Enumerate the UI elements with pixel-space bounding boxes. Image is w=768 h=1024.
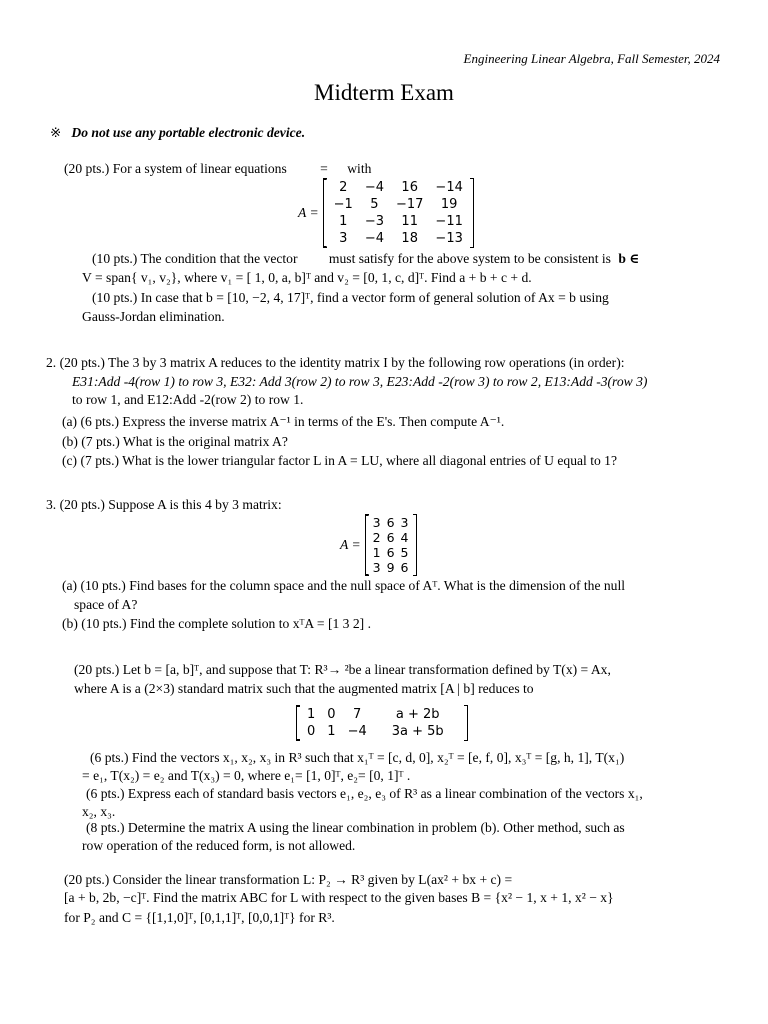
q1-a-text3: b ∈ — [618, 251, 640, 266]
warning-line — [50, 125, 305, 141]
q1-intro-with: with — [347, 161, 372, 176]
q1-part-b-line1: (10 pts.) In case that b = [10, −2, 4, 17]ᵀ, find a vector form of general solution of Ax = b using — [92, 290, 609, 305]
q1-matrix-cell-2-3: −11 — [435, 214, 463, 229]
q4-matrix-cell-1-3: 3a + 5b — [391, 724, 444, 739]
q5-line3: for P₂ and C = {[1,1,0]ᵀ, [0,1,1]ᵀ, [0,0,1]ᵀ} for R³. — [64, 910, 335, 925]
q3-matrix-body — [365, 515, 417, 575]
q3-matrix-cell-2-2: 5 — [400, 545, 409, 560]
q3-matrix-cell-1-0: 2 — [372, 530, 381, 545]
q4-matrix-cell-0-1: 0 — [327, 707, 336, 722]
q1-intro-eq: = — [320, 161, 328, 176]
q4-matrix-cell-0-0: 1 — [307, 707, 316, 722]
q1-matrix-cell-2-0: 1 — [339, 214, 348, 229]
q1-matrix-bracket-tl — [323, 178, 327, 179]
q1-matrix-cell-3-1: −4 — [364, 231, 384, 246]
q1-matrix-cell-0-0: 2 — [339, 180, 348, 195]
q1-matrix-cell-2-1: −3 — [364, 214, 384, 229]
q2-line1: 2. (20 pts.) The 3 by 3 matrix A reduces to the identity matrix I by the following row operations (in order): — [46, 355, 625, 370]
q1-matrix-cell-1-3: 19 — [440, 197, 458, 212]
q4-part-b-line1: (6 pts.) Express each of standard basis vectors e₁, e₂, e₃ of R³ as a linear combination of the vectors x₁, — [86, 786, 643, 801]
q4-matrix-bracket-br — [464, 740, 468, 741]
q3-matrix-cell-1-2: 4 — [400, 530, 409, 545]
q3-matrix-cell-1-1: 6 — [386, 530, 395, 545]
q1-matrix-cell-3-0: 3 — [339, 231, 348, 246]
q3-matrix-cell-3-2: 6 — [400, 560, 409, 575]
q1-matrix-cell-0-3: −14 — [435, 180, 463, 195]
q4-matrix-cell-1-1: 1 — [327, 724, 336, 739]
q1-a-text2: must satisfy for the above system to be consistent is — [328, 251, 611, 266]
q3-matrix-cell-2-1: 6 — [386, 545, 395, 560]
q2-part-c: (c) (7 pts.) What is the lower triangular factor L in A = LU, where all diagonal entries of U equal to 1? — [62, 453, 618, 468]
q3-matrix-bracket-tl — [365, 514, 369, 515]
q4-matrix-body — [296, 706, 468, 740]
q1-matrix-cell-0-1: −4 — [364, 180, 384, 195]
q3-matrix-cell-0-0: 3 — [372, 515, 381, 530]
q1-part-a-line1 — [92, 251, 639, 267]
q1-matrix-body — [323, 179, 474, 247]
q3-line1: 3. (20 pts.) Suppose A is this 4 by 3 matrix: — [46, 497, 282, 512]
q1-part-a-line2: V = span{ v₁, v₂}, where v₁ = [ 1, 0, a, b]ᵀ and v₂ = [0, 1, c, d]ᵀ. Find a + b + c + d. — [82, 270, 532, 285]
q2-part-a: (a) (6 pts.) Express the inverse matrix A⁻¹ in terms of the E's. Then compute A⁻¹. — [62, 414, 505, 429]
q3-part-b: (b) (10 pts.) Find the complete solution to xᵀA = [1 3 2] . — [62, 616, 371, 631]
warning-text: Do not use any portable electronic device. — [71, 125, 306, 140]
q3-matrix-cell-3-0: 3 — [372, 560, 381, 575]
q1-matrix-cell-3-2: 18 — [401, 231, 418, 246]
q3-matrix-bracket-br — [413, 575, 417, 576]
q5-line2: [a + b, 2b, −c]ᵀ. Find the matrix ABC for L with respect to the given bases B = {x² − 1, x + 1, x² − x} — [64, 890, 614, 905]
q4-matrix-cell-1-2: −4 — [347, 724, 367, 739]
q3-matrix-cell-0-1: 6 — [386, 515, 395, 530]
q1-matrix-bracket-bl — [323, 247, 327, 248]
q1-matrix-bracket-br — [470, 247, 474, 248]
q3-matrix-bracket-tr — [413, 514, 417, 515]
q1-matrix-cell-2-2: 11 — [401, 214, 418, 229]
reference-mark-icon: ※ — [50, 125, 62, 140]
page-title: Midterm Exam — [314, 80, 454, 105]
q4-part-c-line2: row operation of the reduced form, is not allowed. — [82, 838, 356, 853]
q1-matrix-bracket-tr — [470, 178, 474, 179]
q4-matrix-bracket-tl — [296, 705, 300, 706]
q4-aug-matrix — [296, 706, 468, 740]
q4-matrix-bracket-tr — [464, 705, 468, 706]
q4-matrix-bracket-bl — [296, 740, 300, 741]
q1-part-b-line2: Gauss-Jordan elimination. — [82, 309, 225, 324]
q4-part-a-line2: = e₁, T(x₂) = e₂ and T(x₃) = 0, where e₁= [1, 0]ᵀ, e₂= [0, 1]ᵀ . — [82, 768, 411, 783]
q4-part-b-line2: x₂, x₃. — [82, 804, 116, 819]
q1-a-text1: (10 pts.) The condition that the vector — [92, 251, 298, 266]
course-header: Engineering Linear Algebra, Fall Semester, 2024 — [463, 51, 720, 66]
q3-part-a-line2: space of A? — [74, 597, 138, 612]
q1-matrix — [298, 179, 474, 247]
q3-matrix-bracket-bl — [365, 575, 369, 576]
q2-line3: to row 1, and E12:Add -2(row 2) to row 1. — [72, 392, 304, 407]
q5-line1: (20 pts.) Consider the linear transformation L: P₂ → R³ given by L(ax² + bx + c) = — [64, 872, 513, 887]
q2-line2: E31:Add -4(row 1) to row 3, E32: Add 3(row 2) to row 3, E23:Add -2(row 3) to row 2, E13:Add -3(row 3) — [72, 374, 648, 389]
q3-matrix-cell-0-2: 3 — [400, 515, 409, 530]
q1-matrix-cell-1-2: −17 — [395, 197, 424, 212]
q1-matrix-cell-0-2: 16 — [401, 180, 418, 195]
q4-part-a-line1: (6 pts.) Find the vectors x₁, x₂, x₃ in R³ such that x₁ᵀ = [c, d, 0], x₂ᵀ = [e, f, 0], x₃ᵀ = [g, h, 1], T(x₁) — [90, 750, 625, 765]
q3-matrix-cell-2-0: 1 — [372, 545, 381, 560]
q4-line1: (20 pts.) Let b = [a, b]ᵀ, and suppose that T: R³→ ²be a linear transformation defined by T(x) = Ax, — [74, 662, 611, 677]
q3-matrix-label: A = — [340, 537, 361, 552]
q4-line2: where A is a (2×3) standard matrix such that the augmented matrix [A | b] reduces to — [74, 681, 534, 696]
q4-matrix-cell-0-3: a + 2b — [395, 707, 440, 722]
q1-intro-text: (20 pts.) For a system of linear equations — [64, 161, 287, 176]
q3-matrix-cell-3-1: 9 — [386, 560, 395, 575]
q2-part-b: (b) (7 pts.) What is the original matrix A? — [62, 434, 288, 449]
q4-matrix-cell-1-0: 0 — [307, 724, 316, 739]
q1-matrix-cell-1-0: −1 — [333, 197, 353, 212]
q3-matrix — [340, 515, 417, 575]
q1-matrix-cell-3-3: −13 — [435, 231, 463, 246]
q1-matrix-label: A = — [298, 205, 319, 220]
q4-matrix-cell-0-2: 7 — [353, 707, 362, 722]
q3-part-a-line1: (a) (10 pts.) Find bases for the column space and the null space of Aᵀ. What is the dimension of the null — [62, 578, 626, 593]
q1-matrix-cell-1-1: 5 — [370, 197, 379, 212]
q4-part-c-line1: (8 pts.) Determine the matrix A using the linear combination in problem (b). Other method, such as — [86, 820, 625, 835]
q1-intro — [64, 161, 371, 177]
